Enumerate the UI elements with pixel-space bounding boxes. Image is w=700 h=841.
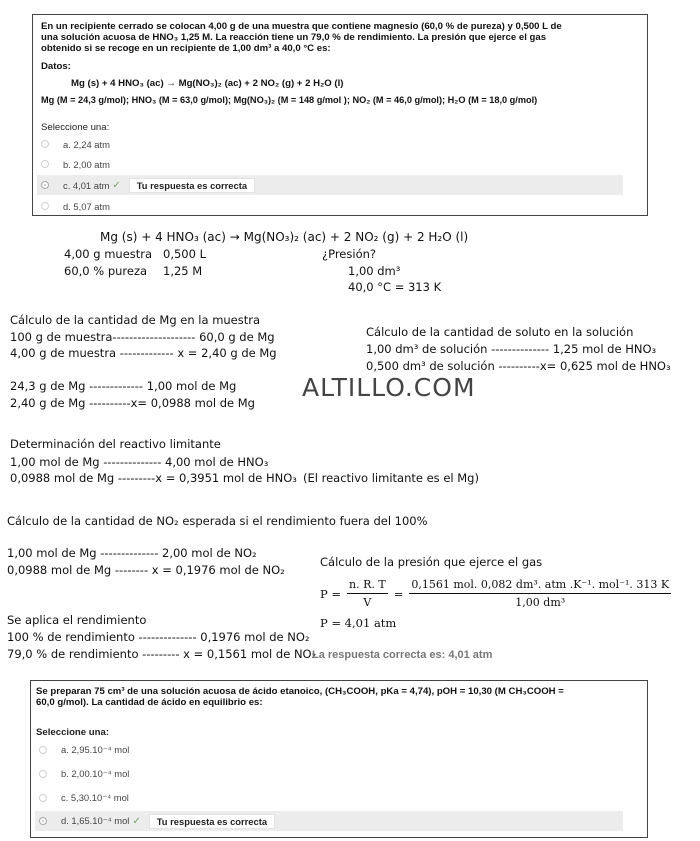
question-2-line-1: Se preparan 75 cm³ de una solución acuosa de ácido etanoico, (CH₃COOH, pKa = 4,74), pOH = 10,30 (M CH₃COOH = bbox=[36, 686, 564, 697]
option-d[interactable] bbox=[41, 197, 110, 215]
radio-icon[interactable] bbox=[39, 746, 47, 754]
question-1-reaction: Mg (s) + 4 HNO₃ (ac) → Mg(NO₃)₂ (ac) + 2 NO₂ (g) + 2 H₂O (l) bbox=[71, 78, 344, 89]
no2-line-2: 0,0988 mol de Mg -------- x = 0,1976 mol de NO₂ bbox=[7, 563, 285, 577]
formula-fraction-2 bbox=[409, 578, 671, 609]
soluto-line-1: 1,00 dm³ de solución -------------- 1,25 mol de HNO₃ bbox=[366, 342, 657, 356]
mg-line-1: 100 g de muestra-------------------- 60,0 g de Mg bbox=[10, 330, 275, 344]
option-2-c[interactable] bbox=[39, 789, 129, 807]
select-label: Seleccione una: bbox=[41, 122, 110, 133]
limiting-line-2: 0,0988 mol de Mg ---------x = 0,3951 mol de HNO₃ bbox=[10, 471, 297, 485]
mol-line-2: 2,40 g de Mg ----------x= 0,0988 mol de Mg bbox=[10, 396, 255, 410]
formula-equals: = bbox=[393, 586, 404, 601]
question-1-line-2: una solución acuosa de HNO₃ 1,25 M. La reacción tiene un 79,0 % de rendimiento. La presión que ejerce el gas bbox=[41, 32, 547, 43]
soluto-line-2: 0,500 dm³ de solución ----------x= 0,625 mol de HNO₃ bbox=[366, 359, 671, 373]
option-2-c-label: c. 5,30.10⁻⁴ mol bbox=[61, 792, 129, 803]
option-b-label: b. 2,00 atm bbox=[63, 158, 110, 170]
soluto-section-title: Cálculo de la cantidad de soluto en la solución bbox=[366, 325, 634, 339]
fraction-1-denominator: V bbox=[363, 596, 372, 609]
question-2-line-2: 60,0 g/mol). La cantidad de ácido en equilibrio es: bbox=[36, 697, 263, 708]
given-mass: 4,00 g muestra bbox=[64, 247, 153, 261]
radio-selected-icon[interactable] bbox=[39, 817, 47, 825]
fraction-2-numerator: 0,1561 mol. 0,082 dm³. atm .K⁻¹. mol⁻¹. 313 K bbox=[409, 578, 671, 594]
radio-icon[interactable] bbox=[41, 140, 49, 148]
option-b[interactable] bbox=[41, 155, 110, 173]
given-gas-volume: 1,00 dm³ bbox=[348, 264, 401, 278]
select-label-2: Seleccione una: bbox=[36, 727, 110, 738]
radio-icon[interactable] bbox=[39, 794, 47, 802]
question-1-molar-masses: Mg (M = 24,3 g/mol); HNO₃ (M = 63,0 g/mol); Mg(NO₃)₂ (M = 148 g/mol ); NO₂ (M = 46,0 g/mol); H₂O (M = 18,0 g/mol) bbox=[41, 95, 538, 105]
yield-line-1: 100 % de rendimiento -------------- 0,1976 mol de NO₂ bbox=[7, 630, 310, 644]
radio-icon[interactable] bbox=[41, 202, 49, 210]
given-volume: 0,500 L bbox=[163, 247, 206, 261]
radio-icon[interactable] bbox=[41, 160, 49, 168]
option-2-d[interactable] bbox=[39, 812, 275, 830]
mg-section-title: Cálculo de la cantidad de Mg en la muestra bbox=[10, 313, 261, 327]
option-c-label: c. 4,01 atm bbox=[63, 179, 110, 191]
mg-line-2: 4,00 g de muestra ------------- x = 2,40 g de Mg bbox=[10, 346, 277, 360]
feedback-badge-2: Tu respuesta es correcta bbox=[149, 814, 275, 829]
pressure-section-title: Cálculo de la presión que ejerce el gas bbox=[320, 555, 543, 569]
fraction-2-denominator: 1,00 dm³ bbox=[515, 596, 566, 609]
option-2-b-label: b. 2,00.10⁻⁴ mol bbox=[61, 768, 130, 779]
formula-lhs: P = bbox=[320, 586, 342, 601]
yield-line-2: 79,0 % de rendimiento --------- x = 0,1561 mol de NO₂ bbox=[7, 647, 317, 661]
question-1-box bbox=[32, 14, 648, 216]
mol-line-1: 24,3 g de Mg ------------- 1,00 mol de Mg bbox=[10, 379, 237, 393]
option-a-label: a. 2,24 atm bbox=[63, 138, 110, 150]
limiting-note: (El reactivo limitante es el Mg) bbox=[303, 471, 479, 485]
pressure-result: P = 4,01 atm bbox=[320, 616, 397, 630]
no2-line-1: 1,00 mol de Mg -------------- 2,00 mol de NO₂ bbox=[7, 546, 257, 560]
formula-fraction-1 bbox=[347, 578, 388, 609]
option-2-a[interactable] bbox=[39, 741, 129, 759]
given-purity: 60,0 % pureza bbox=[64, 264, 148, 278]
question-1-line-3: obtenido si se recoge en un recipiente de 1,00 dm³ a 40,0 °C es: bbox=[41, 43, 331, 54]
watermark: ALTILLO.COM bbox=[302, 373, 476, 402]
question-1-line-1: En un recipiente cerrado se colocan 4,00 g de una muestra que contiene magnesio (60,0 % de pureza) y 0,500 L de bbox=[41, 21, 562, 32]
limiting-section-title: Determinación del reactivo limitante bbox=[10, 437, 221, 451]
solution-reaction: Mg (s) + 4 HNO₃ (ac) → Mg(NO₃)₂ (ac) + 2 NO₂ (g) + 2 H₂O (l) bbox=[100, 230, 469, 244]
correct-answer: La respuesta correcta es: 4,01 atm bbox=[312, 649, 493, 661]
option-c[interactable] bbox=[41, 176, 255, 194]
radio-selected-icon[interactable] bbox=[41, 181, 49, 189]
pressure-formula bbox=[320, 578, 671, 609]
no2-section-title: Cálculo de la cantidad de NO₂ esperada si el rendimiento fuera del 100% bbox=[7, 514, 428, 528]
option-d-label: d. 5,07 atm bbox=[63, 200, 110, 212]
limiting-line-1: 1,00 mol de Mg -------------- 4,00 mol de HNO₃ bbox=[10, 455, 269, 469]
yield-section-title: Se aplica el rendimiento bbox=[7, 613, 147, 627]
feedback-badge: Tu respuesta es correcta bbox=[129, 178, 255, 193]
option-2-a-label: a. 2,95.10⁻⁴ mol bbox=[61, 744, 130, 755]
given-temperature: 40,0 °C = 313 K bbox=[348, 280, 442, 294]
option-a[interactable] bbox=[41, 135, 110, 153]
fraction-1-numerator: n. R. T bbox=[347, 578, 388, 594]
given-concentration: 1,25 M bbox=[163, 264, 203, 278]
question-2-box bbox=[30, 680, 648, 838]
pressure-question: ¿Presión? bbox=[322, 247, 377, 261]
radio-icon[interactable] bbox=[39, 770, 47, 778]
option-2-d-label: d. 1,65.10⁻⁴ mol bbox=[61, 815, 130, 826]
option-2-b[interactable] bbox=[39, 765, 129, 783]
check-icon: ✓ bbox=[112, 179, 121, 191]
check-icon: ✓ bbox=[132, 815, 141, 827]
datos-label: Datos: bbox=[41, 61, 71, 72]
